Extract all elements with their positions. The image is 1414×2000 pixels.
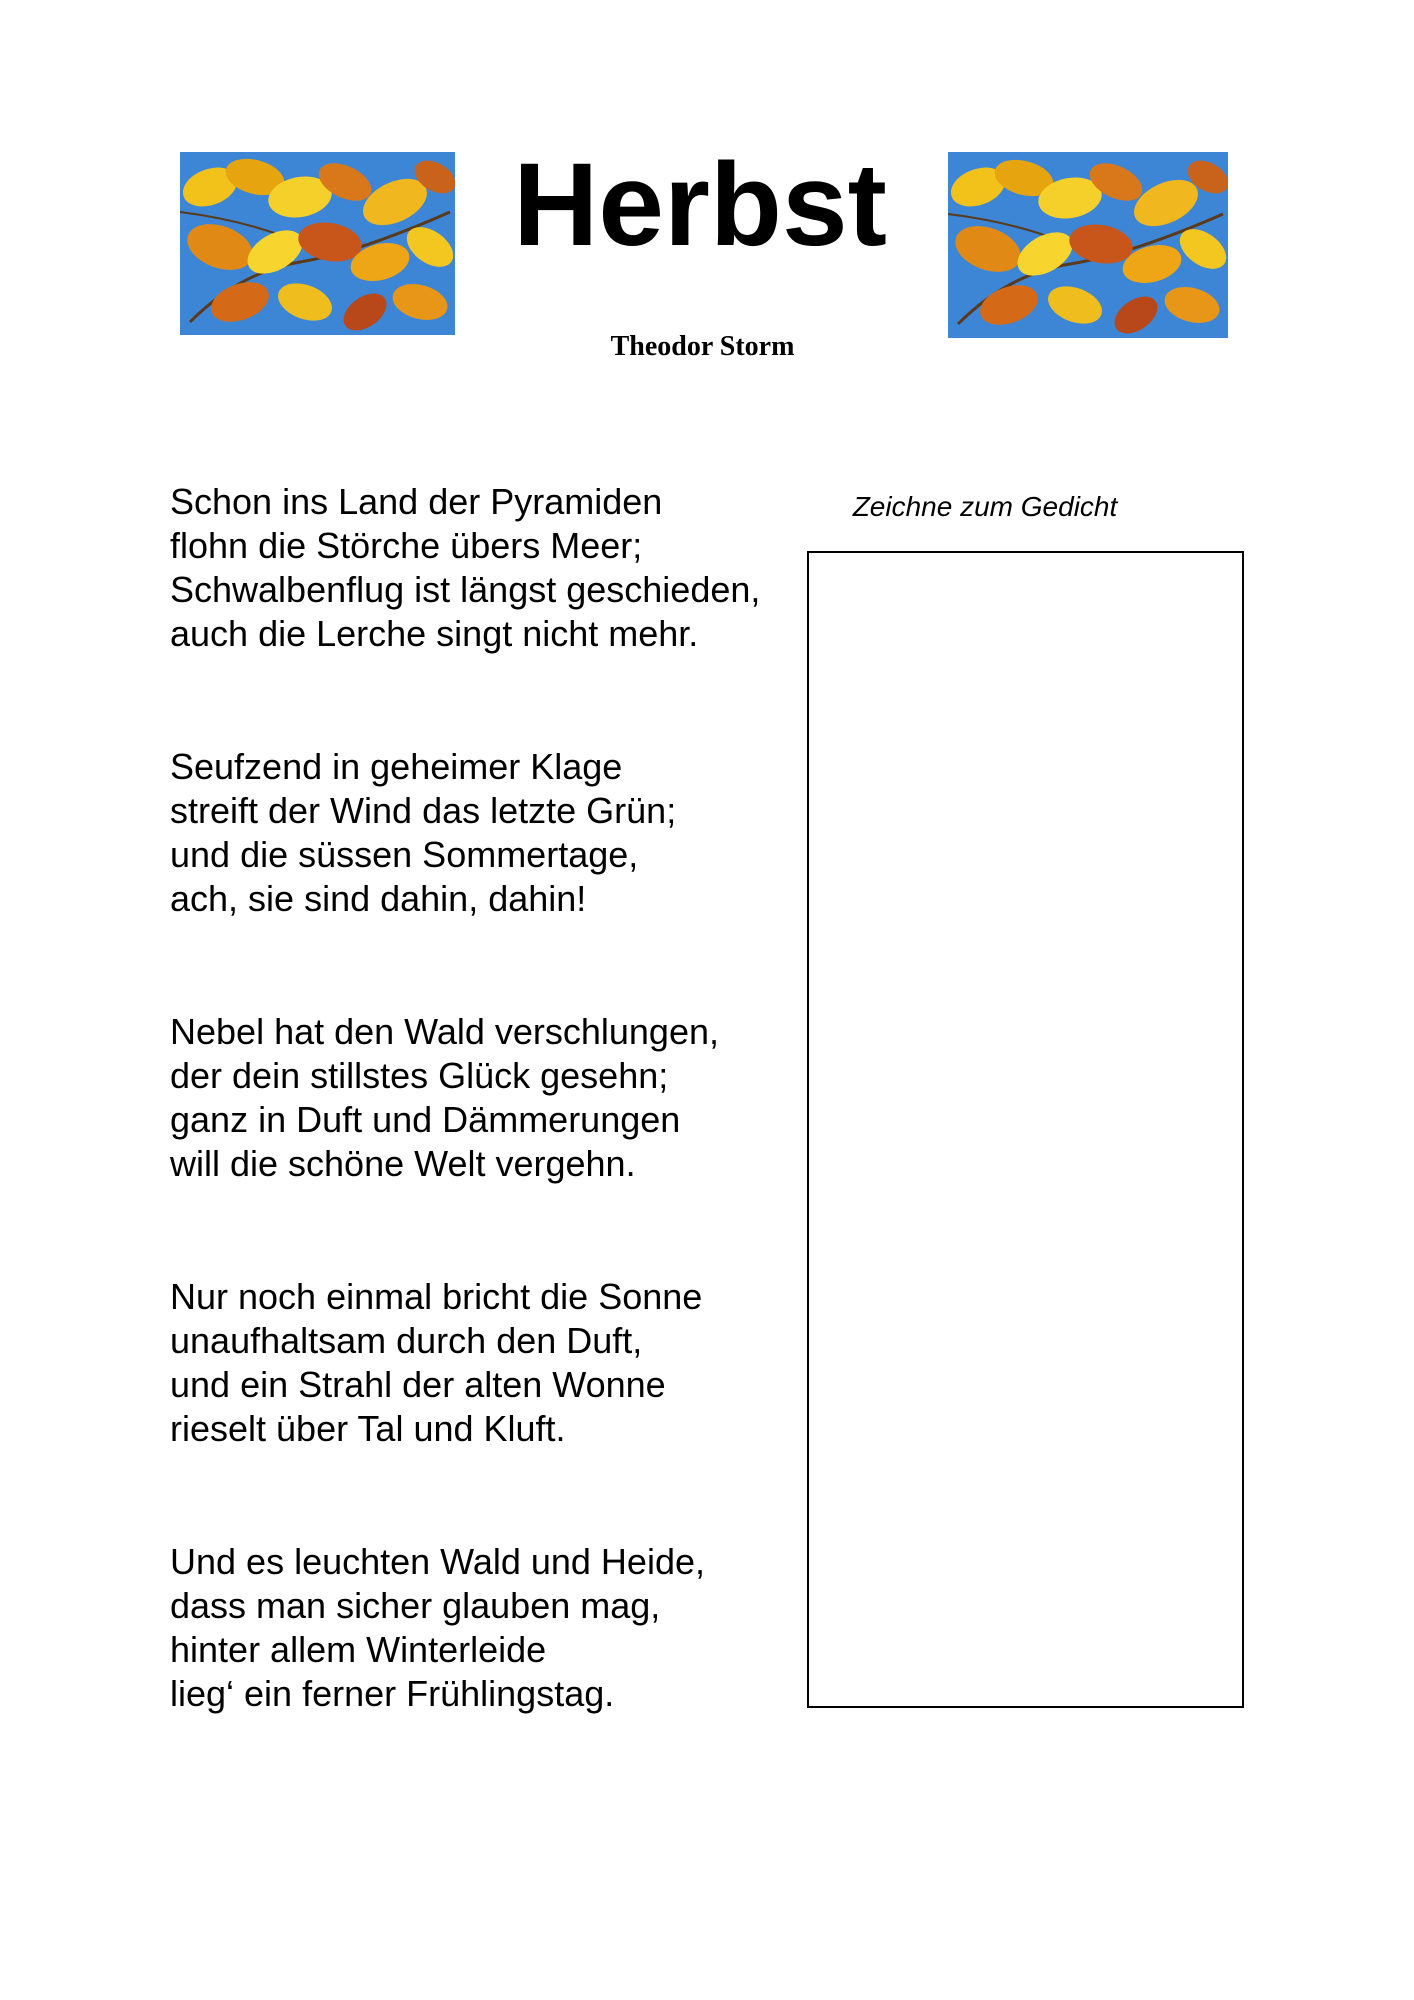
poem-line: und die süssen Sommertage, xyxy=(170,834,639,875)
poem-line: und ein Strahl der alten Wonne xyxy=(170,1364,666,1405)
drawing-box[interactable] xyxy=(807,551,1244,1708)
autumn-leaves-icon xyxy=(948,152,1228,338)
autumn-leaves-image-left xyxy=(180,152,455,335)
stanza xyxy=(170,1540,810,1716)
poem-line: Schon ins Land der Pyramiden xyxy=(170,481,663,522)
stanza xyxy=(170,1275,810,1451)
poem-line: Und es leuchten Wald und Heide, xyxy=(170,1541,705,1582)
poem-line: Nebel hat den Wald verschlungen, xyxy=(170,1011,719,1052)
poem-line: ach, sie sind dahin, dahin! xyxy=(170,878,587,919)
poem-line: Seufzend in geheimer Klage xyxy=(170,746,623,787)
autumn-leaves-icon xyxy=(180,152,455,335)
poem-line: ganz in Duft und Dämmerungen xyxy=(170,1099,681,1140)
poem-line: hinter allem Winterleide xyxy=(170,1629,547,1670)
stanza xyxy=(170,1010,810,1186)
poem-author: Theodor Storm xyxy=(610,331,795,362)
poem-line: Nur noch einmal bricht die Sonne xyxy=(170,1276,703,1317)
poem-line: flohn die Störche übers Meer; xyxy=(170,525,643,566)
poem-line: der dein stillstes Glück gesehn; xyxy=(170,1055,669,1096)
stanza xyxy=(170,480,810,656)
poem-line: streift der Wind das letzte Grün; xyxy=(170,790,677,831)
poem-body xyxy=(170,480,810,1805)
poem-title: Herbst xyxy=(513,139,887,271)
drawing-instruction: Zeichne zum Gedicht xyxy=(852,491,1118,522)
poem-line: will die schöne Welt vergehn. xyxy=(170,1143,636,1184)
poem-line: unaufhaltsam durch den Duft, xyxy=(170,1320,643,1361)
stanza xyxy=(170,745,810,921)
autumn-leaves-image-right xyxy=(948,152,1228,338)
poem-line: dass man sicher glauben mag, xyxy=(170,1585,661,1626)
poem-line: Schwalbenflug ist längst geschieden, xyxy=(170,569,761,610)
poem-line: lieg‘ ein ferner Frühlingstag. xyxy=(170,1673,615,1714)
poem-line: auch die Lerche singt nicht mehr. xyxy=(170,613,699,654)
poem-line: rieselt über Tal und Kluft. xyxy=(170,1408,566,1449)
